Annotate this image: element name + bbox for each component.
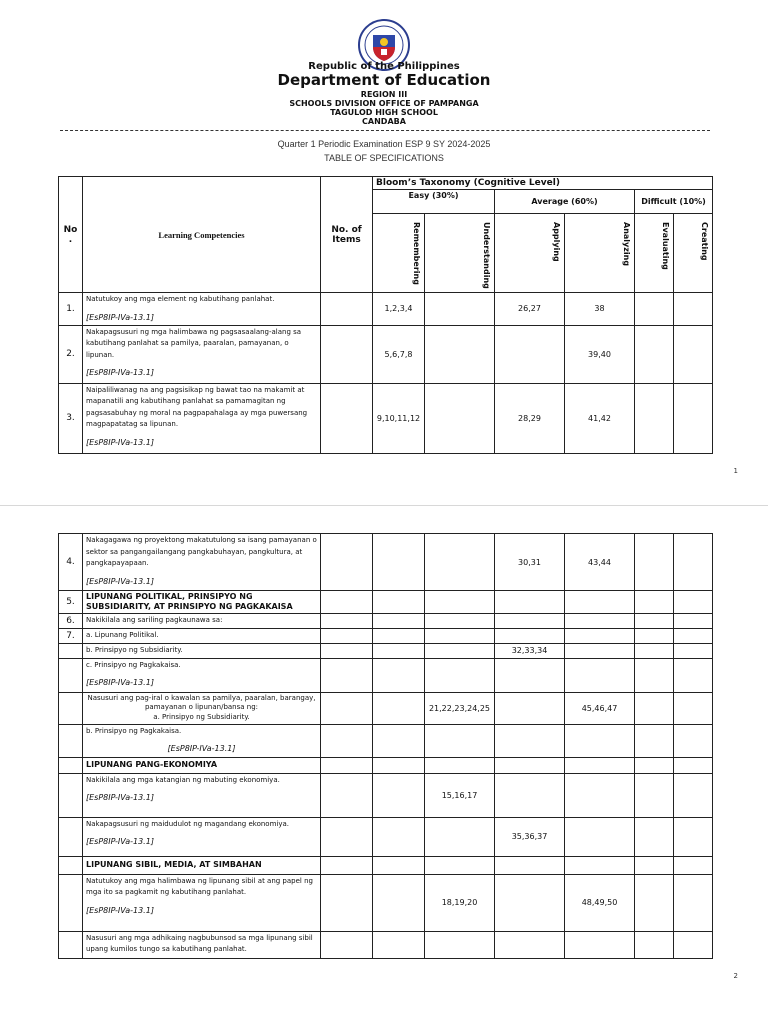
competency-subitem: a. Prinsipyo ng Subsidiarity. <box>153 713 250 722</box>
specifications-table-page-1 <box>58 176 713 454</box>
competency-text: Nasusuri ang pag-iral o kawalan sa pamilya, paaralan, barangay, pamayanan o lipunan/bansa ng: <box>87 693 316 712</box>
table-row <box>59 817 713 856</box>
page-number: 2 <box>733 972 738 980</box>
remembering-items: 9,10,11,12 <box>373 383 425 453</box>
table-row <box>59 724 713 757</box>
applying-items: 26,27 <box>495 293 565 326</box>
specifications-table-page-2 <box>58 533 713 959</box>
table-row <box>59 931 713 958</box>
competency-text: Nakagagawa ng proyektong makatutulong sa isang pamayanan o sektor sa pangangailangang pangkabuhayan, pangkultura, at pangkapayapaan. <box>86 536 317 568</box>
analyzing-items: 45,46,47 <box>565 692 635 724</box>
row-number: 7. <box>59 629 83 644</box>
competency-text: Naipaliliwanag na ang pagsisikap ng bawat tao na makamit at mapanatili ang kabutihang panlahat sa pamamagitan ng pagsasabuhay ng moral na pagpapahalaga ay mga puwersang magpapatatag sa lipunan. <box>86 385 308 429</box>
header-divider <box>60 130 710 131</box>
understanding-items: 15,16,17 <box>425 773 495 817</box>
table-row <box>59 658 713 692</box>
applying-items: 35,36,37 <box>495 817 565 856</box>
header-evaluating: Evaluating <box>635 214 674 293</box>
header-easy: Easy (30%) <box>373 190 495 214</box>
understanding-items <box>425 325 495 383</box>
competency-text: b. Prinsipyo ng Subsidiarity. <box>83 644 321 659</box>
competency-text: Nakapagsusuri ng mga halimbawa ng pagsasaalang-alang sa kabutihang panlahat sa pamilya, paaralan, pamayanan, o lipunan. <box>86 327 302 359</box>
competency-text: c. Prinsipyo ng Pagkakaisa. <box>86 660 181 669</box>
section-heading: LIPUNANG SIBIL, MEDIA, AT SIMBAHAN <box>83 856 321 874</box>
competency-text: b. Prinsipyo ng Pagkakaisa. <box>86 726 182 735</box>
applying-items: 28,29 <box>495 383 565 453</box>
header-competencies: Learning Competencies <box>83 177 321 293</box>
table-row <box>59 757 713 773</box>
page-number: 1 <box>733 467 738 475</box>
competency-text: Nasusuri ang mga adhikaing nagbubunsod sa mga lipunang sibil upang kumilos tungo sa kabutihang panlahat. <box>83 931 321 958</box>
analyzing-items: 39,40 <box>565 325 635 383</box>
header-no: No . <box>59 177 83 293</box>
header-applying: Applying <box>495 214 565 293</box>
competency-text: Nakikilala ang mga katangian ng mabuting ekonomiya. <box>86 775 280 784</box>
row-number: 1. <box>59 293 83 326</box>
competency-code: [EsP8IP-IVa-13.1] <box>86 368 154 378</box>
competency-text: a. Lipunang Politikal. <box>83 629 321 644</box>
table-row <box>59 591 713 614</box>
competency-code: [EsP8IP-IVa-13.1] <box>86 312 154 322</box>
header-difficult: Difficult (10%) <box>635 190 713 214</box>
table-row <box>59 692 713 724</box>
table-row <box>59 614 713 629</box>
header-taxonomy: Bloom’s Taxonomy (Cognitive Level) <box>373 177 713 190</box>
analyzing-items: 48,49,50 <box>565 874 635 931</box>
competency-code: [EsP8IP-IVa-13.1] <box>86 905 154 915</box>
header-average: Average (60%) <box>495 190 635 214</box>
section-heading: LIPUNANG POLITIKAL, PRINSIPYO NG SUBSIDIARITY, AT PRINSIPYO NG PAGKAKAISA <box>83 591 321 614</box>
department-title: Department of Education <box>277 71 491 89</box>
applying-items: 30,31 <box>495 534 565 591</box>
town-line: CANDABA <box>362 117 406 126</box>
header-understanding: Understanding <box>425 214 495 293</box>
competency-code: [EsP8IP-IVa-13.1] <box>86 837 154 847</box>
competency-code: [EsP8IP-IVa-13.1] <box>86 437 154 447</box>
competency-text: Natutukoy ang mga halimbawa ng lipunang sibil at ang papel ng mga ito sa pagkamit ng kabutihang panlahat. <box>86 876 313 897</box>
remembering-items: 5,6,7,8 <box>373 325 425 383</box>
understanding-items: 21,22,23,24,25 <box>425 692 495 724</box>
row-number: 5. <box>59 591 83 614</box>
header-remembering: Remembering <box>373 214 425 293</box>
analyzing-items: 38 <box>565 293 635 326</box>
understanding-items: 18,19,20 <box>425 874 495 931</box>
doc-title: TABLE OF SPECIFICATIONS <box>324 153 444 163</box>
row-number: 2. <box>59 325 83 383</box>
understanding-items <box>425 383 495 453</box>
row-number: 3. <box>59 383 83 453</box>
section-heading: LIPUNANG PANG-EKONOMIYA <box>83 757 321 773</box>
row-number: 4. <box>59 534 83 591</box>
table-row <box>59 644 713 659</box>
exam-title: Quarter 1 Periodic Examination ESP 9 SY 2024-2025 <box>277 139 491 149</box>
competency-text: Nakikilala ang sariling pagkaunawa sa: <box>83 614 321 629</box>
table-row <box>59 856 713 874</box>
analyzing-items: 43,44 <box>565 534 635 591</box>
table-row <box>59 293 713 326</box>
competency-code: [EsP8IP-IVa-13.1] <box>86 576 154 586</box>
division-line: SCHOOLS DIVISION OFFICE OF PAMPANGA <box>289 99 479 108</box>
republic-line: Republic of the Philippines <box>308 61 460 72</box>
competency-code: [EsP8IP-IVa-13.1] <box>86 678 154 688</box>
page-2 <box>0 505 768 1025</box>
table-row <box>59 773 713 817</box>
school-line: TAGULOD HIGH SCHOOL <box>330 108 438 117</box>
table-row <box>59 629 713 644</box>
header-analyzing: Analyzing <box>565 214 635 293</box>
remembering-items: 1,2,3,4 <box>373 293 425 326</box>
table-row <box>59 325 713 383</box>
competency-text: Nakapagsusuri ng maidudulot ng magandang ekonomiya. <box>86 819 290 828</box>
competency-text: Natutukoy ang mga element ng kabutihang panlahat. <box>86 295 275 303</box>
table-row <box>59 534 713 591</box>
analyzing-items: 41,42 <box>565 383 635 453</box>
competency-code: [EsP8IP-IVa-13.1] <box>167 744 236 754</box>
table-row <box>59 383 713 453</box>
page-1 <box>0 0 768 505</box>
understanding-items <box>425 293 495 326</box>
competency-code: [EsP8IP-IVa-13.1] <box>86 793 154 803</box>
row-number: 6. <box>59 614 83 629</box>
applying-items <box>495 325 565 383</box>
header-items: No. of Items <box>321 177 373 293</box>
table-row <box>59 874 713 931</box>
region-line: REGION III <box>360 90 408 99</box>
header-creating: Creating <box>674 214 713 293</box>
applying-items: 32,33,34 <box>495 644 565 659</box>
